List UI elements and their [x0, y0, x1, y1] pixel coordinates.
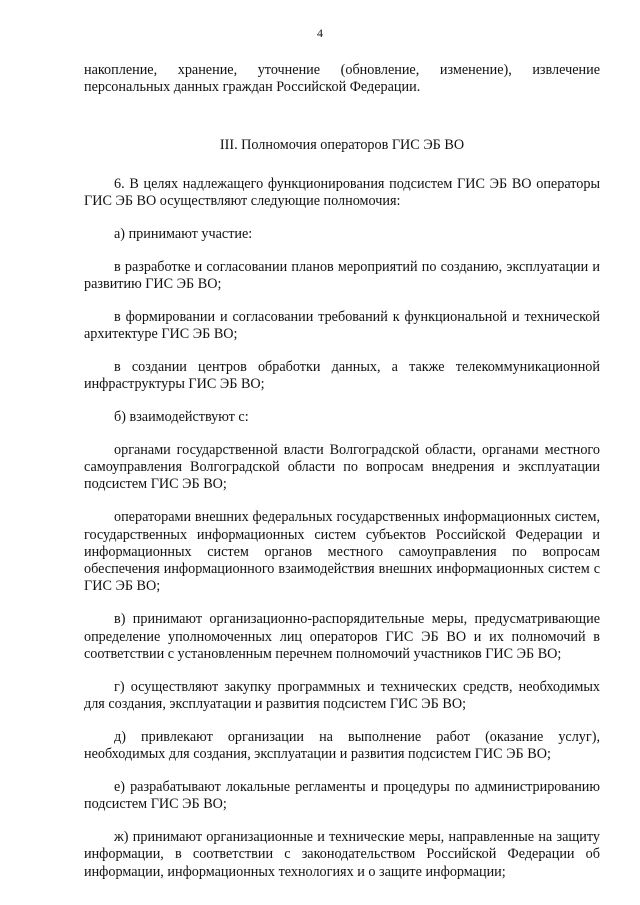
paragraph-b-item-1: органами государственной власти Волгоградской области, органами местного самоуправления Волгоградской области по вопросам внедрения и эксплуатации подсистем ГИС ЭБ ВО;	[84, 441, 600, 493]
section-heading: III. Полномочия операторов ГИС ЭБ ВО	[219, 136, 465, 153]
paragraph-v: в) принимают организационно-распорядительные меры, предусматривающие определение уполномоченных лиц операторов ГИС ЭБ ВО и их полномочий в соответствии с установленным перечнем полномочий участников ГИС ЭБ ВО;	[84, 611, 600, 662]
paragraph-b-item-2: операторами внешних федеральных государственных информационных систем, государственных информационных систем субъектов Российской Федерации и информационных систем органов местного самоуправления по вопросам обеспечения информационного взаимодействия внешних информационных систем с ГИС ЭБ ВО;	[84, 509, 600, 595]
paragraph-e: е) разрабатывают локальные регламенты и процедуры по администрированию подсистем ГИС ЭБ ВО;	[84, 778, 600, 813]
paragraph-zh: ж) принимают организационные и технические меры, направленные на защиту информации, в соответствии с законодательством Российской Федерации об информации, информационных технологиях и о защите информации;	[84, 828, 600, 880]
paragraph-b: б) взаимодействуют с:	[114, 409, 249, 426]
paragraph-6: 6. В целях надлежащего функционирования подсистем ГИС ЭБ ВО операторы ГИС ЭБ ВО осуществляют следующие полномочия:	[84, 175, 600, 210]
document-body	[84, 62, 600, 881]
paragraph-a-item-3: в создании центров обработки данных, а также телекоммуникационной инфраструктуры ГИС ЭБ ВО;	[84, 358, 600, 393]
paragraph-d: д) привлекают организации на выполнение работ (оказание услуг), необходимых для создания, эксплуатации и развития подсистем ГИС ЭБ ВО;	[84, 728, 600, 763]
paragraph-g: г) осуществляют закупку программных и технических средств, необходимых для создания, эксплуатации и развития подсистем ГИС ЭБ ВО;	[84, 678, 600, 712]
paragraph-a-item-1: в разработке и согласовании планов мероприятий по созданию, эксплуатации и развитию ГИС ЭБ ВО;	[84, 258, 600, 293]
page-number: 4	[317, 26, 323, 40]
paragraph-a-item-2: в формировании и согласовании требований к функциональной и технической архитектуре ГИС ЭБ ВО;	[84, 308, 600, 343]
paragraph-a: а) принимают участие:	[114, 225, 253, 242]
paragraph-continuation: накопление, хранение, уточнение (обновление, изменение), извлечение персональных данных граждан Российской Федерации.	[84, 62, 600, 96]
